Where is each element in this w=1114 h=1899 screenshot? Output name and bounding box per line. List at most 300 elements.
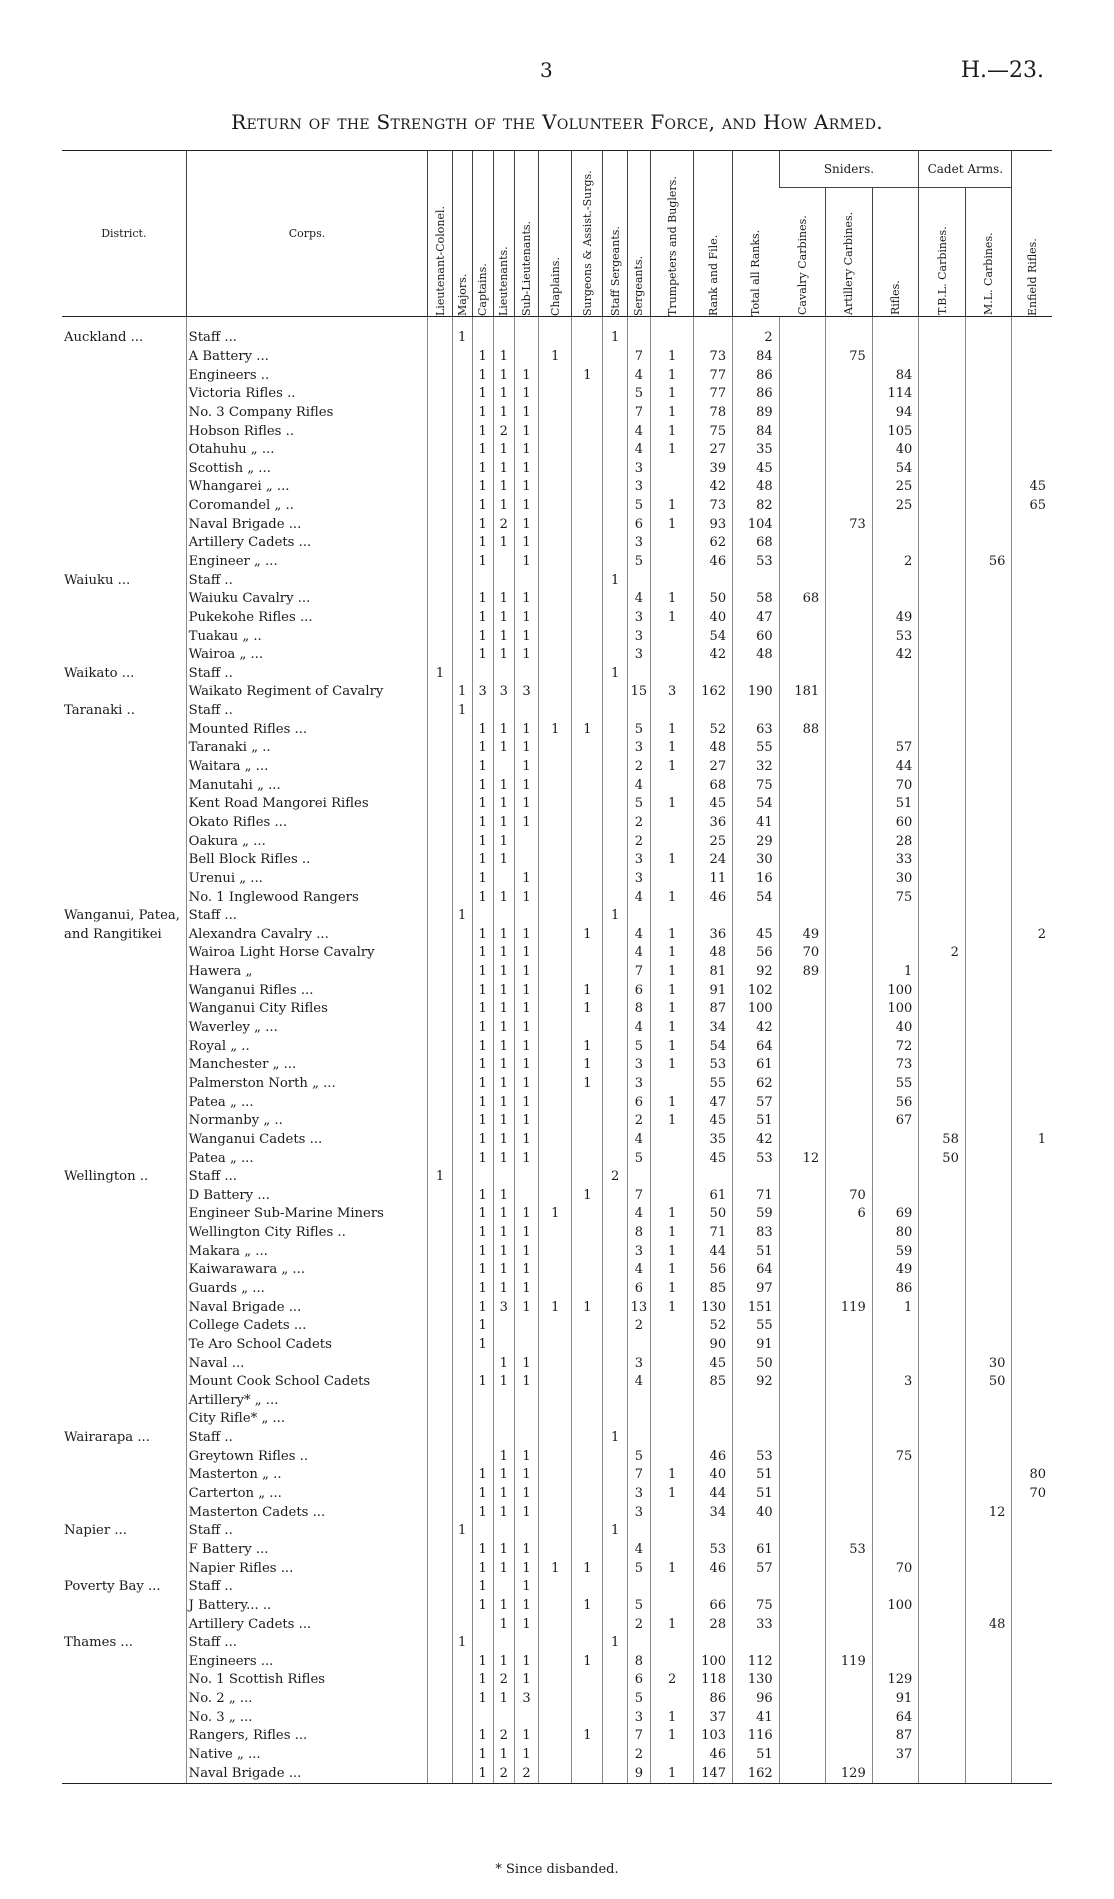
value-cell	[1012, 1075, 1052, 1094]
value-cell	[826, 944, 873, 963]
value-cell: 75	[694, 422, 733, 441]
table-row	[62, 1597, 1052, 1616]
value-cell	[779, 1708, 826, 1727]
value-cell: 5	[627, 1559, 650, 1578]
value-cell	[603, 702, 627, 721]
value-cell: 88	[779, 720, 826, 739]
value-cell: 53	[826, 1541, 873, 1560]
value-cell	[919, 1652, 966, 1671]
value-cell	[539, 758, 572, 777]
value-cell: 1	[493, 478, 514, 497]
value-cell	[919, 1429, 966, 1448]
value-cell	[572, 1447, 603, 1466]
district-cell	[62, 1652, 186, 1671]
value-cell	[603, 1671, 627, 1690]
value-cell	[779, 1615, 826, 1634]
value-cell	[428, 1037, 452, 1056]
value-cell: 1	[472, 926, 493, 945]
value-cell: 66	[694, 1597, 733, 1616]
value-cell	[919, 404, 966, 423]
value-cell	[452, 1541, 472, 1560]
value-cell: 1	[514, 1205, 538, 1224]
value-cell	[603, 1000, 627, 1019]
value-cell	[919, 814, 966, 833]
value-cell	[428, 1578, 452, 1597]
value-cell	[627, 571, 650, 590]
value-cell	[539, 1242, 572, 1261]
value-cell	[428, 571, 452, 590]
col-header: Lieutenants.	[497, 246, 511, 316]
value-cell	[779, 609, 826, 628]
value-cell: 45	[733, 926, 780, 945]
value-cell: 1	[493, 926, 514, 945]
value-cell: 34	[694, 1019, 733, 1038]
value-cell	[651, 1634, 694, 1653]
value-cell	[428, 459, 452, 478]
value-cell	[428, 385, 452, 404]
col-header: Captains.	[476, 263, 490, 316]
value-cell	[779, 739, 826, 758]
value-cell: 25	[872, 497, 919, 516]
value-cell	[514, 1634, 538, 1653]
value-cell: 1	[472, 1149, 493, 1168]
value-cell	[779, 404, 826, 423]
value-cell: 1	[493, 1075, 514, 1094]
district-cell	[62, 497, 186, 516]
value-cell: 73	[826, 515, 873, 534]
value-cell	[452, 422, 472, 441]
value-cell	[572, 1261, 603, 1280]
value-cell	[539, 851, 572, 870]
value-cell: 1	[572, 1652, 603, 1671]
value-cell: 1	[651, 795, 694, 814]
value-cell	[603, 1746, 627, 1765]
district-cell: Napier ...	[64, 1523, 127, 1539]
value-cell: 68	[779, 590, 826, 609]
value-cell	[872, 1522, 919, 1541]
value-cell	[965, 1466, 1012, 1485]
value-cell: 1	[651, 1485, 694, 1504]
value-cell	[779, 1447, 826, 1466]
value-cell	[539, 1336, 572, 1355]
district-cell	[62, 441, 186, 460]
value-cell: 1	[514, 1112, 538, 1131]
value-cell	[1012, 404, 1052, 423]
value-cell: 1	[493, 832, 514, 851]
value-cell	[539, 832, 572, 851]
value-cell	[965, 1429, 1012, 1448]
value-cell	[452, 459, 472, 478]
district-cell: Poverty Bay ...	[64, 1579, 161, 1595]
value-cell: 64	[733, 1261, 780, 1280]
value-cell	[872, 1186, 919, 1205]
value-cell	[452, 497, 472, 516]
value-cell	[452, 1298, 472, 1317]
value-cell: 1	[493, 1280, 514, 1299]
value-cell	[603, 795, 627, 814]
value-cell	[452, 1392, 472, 1411]
district-cell	[62, 1317, 186, 1336]
value-cell	[572, 1112, 603, 1131]
value-cell: 2	[493, 1671, 514, 1690]
value-cell: 1	[493, 1373, 514, 1392]
value-cell: 1	[651, 1205, 694, 1224]
value-cell	[872, 944, 919, 963]
value-cell	[919, 646, 966, 665]
corps-cell: Engineer „ ...	[186, 553, 428, 572]
corps-cell: Engineers ..	[186, 366, 428, 385]
value-cell	[779, 1578, 826, 1597]
value-cell	[965, 590, 1012, 609]
table-row	[62, 553, 1052, 572]
value-cell: 1	[651, 515, 694, 534]
value-cell: 86	[733, 385, 780, 404]
table-row	[62, 385, 1052, 404]
value-cell: 1	[493, 1224, 514, 1243]
value-cell: 15	[627, 683, 650, 702]
value-cell	[826, 1354, 873, 1373]
table-row	[62, 1634, 1052, 1653]
value-cell	[572, 1690, 603, 1709]
value-cell: 54	[733, 888, 780, 907]
document-reference: H.—23.	[960, 58, 1044, 83]
value-cell	[452, 1019, 472, 1038]
table-row	[62, 1392, 1052, 1411]
value-cell	[452, 963, 472, 982]
district-cell	[62, 1280, 186, 1299]
value-cell	[1012, 1522, 1052, 1541]
col-header: T.B.L. Carbines.	[935, 225, 949, 315]
volunteer-strength-table	[62, 150, 1052, 1784]
value-cell	[826, 1708, 873, 1727]
value-cell	[826, 590, 873, 609]
value-cell	[1012, 776, 1052, 795]
value-cell: 1	[493, 366, 514, 385]
value-cell	[965, 1131, 1012, 1150]
value-cell	[733, 665, 780, 684]
value-cell	[826, 1224, 873, 1243]
col-header: M.L. Carbines.	[982, 231, 996, 315]
value-cell	[539, 1652, 572, 1671]
value-cell	[428, 795, 452, 814]
value-cell	[779, 1373, 826, 1392]
corps-cell: Engineer Sub-Marine Miners	[186, 1205, 428, 1224]
value-cell	[651, 907, 694, 926]
district-cell	[62, 422, 186, 441]
table-row	[62, 1075, 1052, 1094]
value-cell	[694, 1429, 733, 1448]
value-cell: 2	[627, 832, 650, 851]
table-row	[62, 1336, 1052, 1355]
value-cell: 1	[472, 1746, 493, 1765]
value-cell	[572, 1634, 603, 1653]
value-cell: 1	[603, 907, 627, 926]
value-cell: 1	[514, 1615, 538, 1634]
value-cell: 83	[733, 1224, 780, 1243]
value-cell	[539, 1410, 572, 1429]
value-cell	[651, 571, 694, 590]
value-cell: 2	[872, 553, 919, 572]
value-cell	[603, 963, 627, 982]
district-cell	[62, 1447, 186, 1466]
value-cell: 55	[733, 739, 780, 758]
value-cell	[452, 1131, 472, 1150]
value-cell	[627, 1429, 650, 1448]
value-cell: 3	[651, 683, 694, 702]
table-row	[62, 720, 1052, 739]
value-cell	[1012, 590, 1052, 609]
value-cell	[1012, 1112, 1052, 1131]
value-cell: 1	[493, 963, 514, 982]
value-cell: 4	[627, 888, 650, 907]
value-cell: 1	[472, 1280, 493, 1299]
value-cell	[1012, 1597, 1052, 1616]
corps-cell: Victoria Rifles ..	[186, 385, 428, 404]
value-cell	[539, 1149, 572, 1168]
value-cell	[919, 1280, 966, 1299]
value-cell: 103	[694, 1727, 733, 1746]
value-cell: 81	[694, 963, 733, 982]
value-cell	[779, 1597, 826, 1616]
value-cell	[919, 1541, 966, 1560]
value-cell	[514, 1392, 538, 1411]
table-row	[62, 1205, 1052, 1224]
value-cell	[826, 571, 873, 590]
corps-cell: Mounted Rifles ...	[186, 720, 428, 739]
value-cell	[603, 1112, 627, 1131]
value-cell	[651, 627, 694, 646]
value-cell	[493, 1429, 514, 1448]
value-cell	[493, 1392, 514, 1411]
value-cell	[1012, 571, 1052, 590]
value-cell	[779, 1224, 826, 1243]
value-cell	[919, 1597, 966, 1616]
value-cell	[1012, 553, 1052, 572]
value-cell: 90	[694, 1336, 733, 1355]
value-cell: 53	[733, 1447, 780, 1466]
value-cell	[572, 478, 603, 497]
value-cell	[1012, 702, 1052, 721]
col-header: Artillery Carbines.	[842, 211, 856, 315]
value-cell: 56	[733, 944, 780, 963]
value-cell: 1	[572, 1075, 603, 1094]
value-cell	[919, 1727, 966, 1746]
value-cell	[919, 1112, 966, 1131]
district-cell	[62, 1093, 186, 1112]
value-cell: 3	[627, 1503, 650, 1522]
value-cell	[965, 1056, 1012, 1075]
value-cell	[428, 981, 452, 1000]
value-cell	[539, 1429, 572, 1448]
district-cell	[62, 1000, 186, 1019]
value-cell: 1	[472, 739, 493, 758]
value-cell	[919, 1615, 966, 1634]
value-cell	[603, 627, 627, 646]
value-cell: 1	[539, 720, 572, 739]
value-cell	[452, 1727, 472, 1746]
col-header: Staff Sergeants.	[608, 226, 622, 316]
value-cell	[603, 888, 627, 907]
corps-cell: Wanganui Cadets ...	[186, 1131, 428, 1150]
value-cell	[452, 627, 472, 646]
value-cell	[428, 1112, 452, 1131]
value-cell: 1	[493, 795, 514, 814]
corps-cell: Hobson Rifles ..	[186, 422, 428, 441]
value-cell	[919, 832, 966, 851]
value-cell	[603, 1392, 627, 1411]
value-cell: 3	[627, 851, 650, 870]
value-cell	[1012, 1447, 1052, 1466]
value-cell	[539, 1280, 572, 1299]
value-cell	[826, 1056, 873, 1075]
value-cell: 100	[872, 1000, 919, 1019]
value-cell	[603, 776, 627, 795]
value-cell	[1012, 720, 1052, 739]
value-cell	[539, 1485, 572, 1504]
value-cell	[539, 627, 572, 646]
value-cell	[572, 665, 603, 684]
value-cell	[1012, 1205, 1052, 1224]
value-cell	[603, 1261, 627, 1280]
value-cell	[452, 646, 472, 665]
value-cell: 1	[572, 981, 603, 1000]
value-cell: 1	[651, 888, 694, 907]
value-cell	[452, 1261, 472, 1280]
value-cell	[919, 1075, 966, 1094]
value-cell	[651, 776, 694, 795]
corps-cell: Hawera „	[186, 963, 428, 982]
value-cell	[428, 1764, 452, 1783]
value-cell	[826, 1019, 873, 1038]
value-cell: 86	[733, 366, 780, 385]
value-cell: 1	[493, 385, 514, 404]
value-cell	[919, 1690, 966, 1709]
value-cell	[603, 1186, 627, 1205]
value-cell	[694, 1410, 733, 1429]
value-cell: 91	[733, 1336, 780, 1355]
corps-cell: Waiuku Cavalry ...	[186, 590, 428, 609]
value-cell	[572, 795, 603, 814]
value-cell	[539, 1690, 572, 1709]
value-cell: 49	[872, 1261, 919, 1280]
value-cell	[965, 870, 1012, 889]
corps-cell: Alexandra Cavalry ...	[186, 926, 428, 945]
value-cell	[452, 739, 472, 758]
value-cell	[779, 1746, 826, 1765]
value-cell: 3	[627, 627, 650, 646]
value-cell: 1	[493, 1652, 514, 1671]
value-cell: 51	[733, 1466, 780, 1485]
value-cell	[826, 317, 873, 348]
value-cell	[919, 1373, 966, 1392]
value-cell: 37	[872, 1746, 919, 1765]
value-cell	[428, 1317, 452, 1336]
value-cell: 6	[627, 515, 650, 534]
district-cell	[62, 1205, 186, 1224]
value-cell: 46	[694, 1447, 733, 1466]
value-cell	[965, 720, 1012, 739]
value-cell: 1	[514, 739, 538, 758]
value-cell: 1	[493, 1690, 514, 1709]
value-cell	[452, 609, 472, 628]
value-cell	[779, 1764, 826, 1783]
value-cell	[872, 1615, 919, 1634]
value-cell	[965, 926, 1012, 945]
value-cell	[779, 1242, 826, 1261]
value-cell: 1	[539, 348, 572, 367]
value-cell	[965, 515, 1012, 534]
value-cell: 4	[627, 1205, 650, 1224]
value-cell	[603, 1447, 627, 1466]
value-cell: 25	[872, 478, 919, 497]
value-cell	[826, 1727, 873, 1746]
value-cell	[965, 317, 1012, 348]
value-cell: 42	[694, 478, 733, 497]
value-cell: 32	[733, 758, 780, 777]
value-cell	[965, 1019, 1012, 1038]
value-cell	[572, 907, 603, 926]
value-cell: 1	[514, 1056, 538, 1075]
value-cell	[779, 1186, 826, 1205]
value-cell: 4	[627, 926, 650, 945]
value-cell	[965, 1727, 1012, 1746]
value-cell	[919, 1298, 966, 1317]
table-row	[62, 1559, 1052, 1578]
value-cell	[428, 851, 452, 870]
value-cell	[428, 1671, 452, 1690]
value-cell: 54	[733, 795, 780, 814]
value-cell	[1012, 1373, 1052, 1392]
value-cell	[627, 1392, 650, 1411]
table-row	[62, 515, 1052, 534]
value-cell	[919, 776, 966, 795]
value-cell	[1012, 851, 1052, 870]
corps-cell: Patea „ ...	[186, 1093, 428, 1112]
value-cell	[872, 1131, 919, 1150]
value-cell: 55	[694, 1075, 733, 1094]
value-cell: 1	[493, 776, 514, 795]
value-cell	[872, 1317, 919, 1336]
value-cell	[919, 1336, 966, 1355]
value-cell: 39	[694, 459, 733, 478]
value-cell	[919, 1466, 966, 1485]
value-cell	[826, 1447, 873, 1466]
value-cell: 1	[472, 459, 493, 478]
value-cell	[919, 317, 966, 348]
value-cell: 9	[627, 1764, 650, 1783]
value-cell: 4	[627, 944, 650, 963]
district-cell	[62, 739, 186, 758]
value-cell	[919, 870, 966, 889]
value-cell: 56	[965, 553, 1012, 572]
value-cell	[572, 646, 603, 665]
value-cell: 3	[627, 1485, 650, 1504]
value-cell	[603, 758, 627, 777]
corps-cell: Palmerston North „ ...	[186, 1075, 428, 1094]
value-cell: 1	[452, 1634, 472, 1653]
value-cell	[428, 348, 452, 367]
value-cell: 1	[493, 497, 514, 516]
value-cell	[472, 1447, 493, 1466]
value-cell	[965, 1205, 1012, 1224]
value-cell	[603, 720, 627, 739]
value-cell	[428, 317, 452, 348]
value-cell: 1	[472, 1131, 493, 1150]
value-cell	[572, 963, 603, 982]
value-cell: 1	[572, 366, 603, 385]
value-cell: 1	[651, 758, 694, 777]
value-cell: 1	[493, 1541, 514, 1560]
